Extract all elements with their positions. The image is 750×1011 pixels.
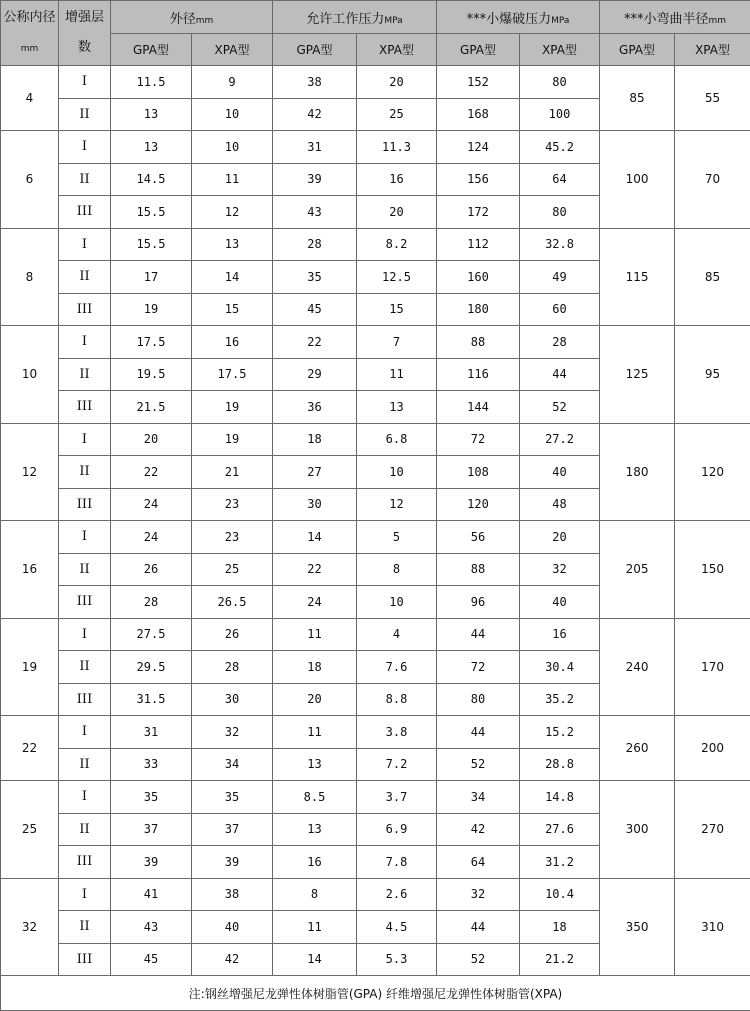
od-gpa-cell: 26 [111, 553, 192, 586]
header-burst-pressure-unit: MPa [551, 16, 569, 26]
bp-gpa-cell: 44 [437, 618, 520, 651]
wp-xpa-cell: 8.8 [357, 683, 437, 716]
bp-xpa-cell: 100 [520, 98, 600, 131]
wp-xpa-cell: 11.3 [357, 131, 437, 164]
footnote: 注:钢丝增强尼龙弹性体树脂管(GPA) 纤维增强尼龙弹性体树脂管(XPA) [1, 976, 750, 1011]
od-gpa-cell: 31 [111, 716, 192, 749]
wp-gpa-cell: 22 [273, 326, 357, 359]
bend-gpa-cell: 180 [600, 423, 675, 521]
header-od-gpa: GPA型 [111, 34, 192, 66]
table-row [1, 716, 750, 749]
wp-xpa-cell: 6.8 [357, 423, 437, 456]
layer-cell: III [59, 293, 111, 326]
od-gpa-cell: 31.5 [111, 683, 192, 716]
layer-cell: I [59, 878, 111, 911]
layer-cell: III [59, 683, 111, 716]
od-gpa-cell: 15.5 [111, 196, 192, 229]
od-gpa-cell: 24 [111, 488, 192, 521]
bend-xpa-cell: 120 [675, 423, 750, 521]
bp-xpa-cell: 80 [520, 66, 600, 99]
table-row [1, 66, 750, 99]
bend-gpa-cell: 260 [600, 716, 675, 781]
bp-gpa-cell: 56 [437, 521, 520, 554]
bp-gpa-cell: 96 [437, 586, 520, 619]
wp-xpa-cell: 7.2 [357, 748, 437, 781]
layer-cell: I [59, 423, 111, 456]
header-work-pressure [273, 1, 437, 34]
bp-xpa-cell: 28.8 [520, 748, 600, 781]
header-bend-gpa: GPA型 [600, 34, 675, 66]
header-row-main [1, 1, 750, 34]
od-xpa-cell: 23 [192, 488, 273, 521]
od-xpa-cell: 14 [192, 261, 273, 294]
bp-xpa-cell: 21.2 [520, 943, 600, 976]
wp-xpa-cell: 8.2 [357, 228, 437, 261]
bp-gpa-cell: 52 [437, 748, 520, 781]
wp-gpa-cell: 31 [273, 131, 357, 164]
table-row [1, 326, 750, 359]
bend-xpa-cell: 150 [675, 521, 750, 619]
od-xpa-cell: 10 [192, 98, 273, 131]
wp-gpa-cell: 29 [273, 358, 357, 391]
bend-xpa-cell: 55 [675, 66, 750, 131]
table-body [1, 66, 750, 976]
bend-xpa-cell: 85 [675, 228, 750, 326]
layer-cell: II [59, 98, 111, 131]
bp-xpa-cell: 48 [520, 488, 600, 521]
footnote-row [1, 976, 750, 1011]
bp-gpa-cell: 144 [437, 391, 520, 424]
bp-gpa-cell: 80 [437, 683, 520, 716]
table-row [1, 878, 750, 911]
od-xpa-cell: 19 [192, 391, 273, 424]
od-xpa-cell: 16 [192, 326, 273, 359]
header-work-pressure-label: 允许工作压力 [306, 12, 384, 27]
header-burst-pressure-label: ***小爆破压力 [467, 12, 552, 27]
bp-gpa-cell: 52 [437, 943, 520, 976]
layer-cell: III [59, 488, 111, 521]
layer-cell: I [59, 618, 111, 651]
wp-gpa-cell: 27 [273, 456, 357, 489]
bp-xpa-cell: 60 [520, 293, 600, 326]
bp-xpa-cell: 20 [520, 521, 600, 554]
layer-cell: I [59, 66, 111, 99]
od-xpa-cell: 23 [192, 521, 273, 554]
bend-gpa-cell: 115 [600, 228, 675, 326]
od-xpa-cell: 30 [192, 683, 273, 716]
bp-gpa-cell: 120 [437, 488, 520, 521]
wp-xpa-cell: 12.5 [357, 261, 437, 294]
bend-xpa-cell: 170 [675, 618, 750, 716]
header-bend-radius [600, 1, 750, 34]
od-xpa-cell: 11 [192, 163, 273, 196]
wp-gpa-cell: 20 [273, 683, 357, 716]
bp-gpa-cell: 152 [437, 66, 520, 99]
header-bend-radius-unit: mm [709, 16, 727, 26]
layer-cell: II [59, 748, 111, 781]
wp-xpa-cell: 25 [357, 98, 437, 131]
layer-cell: II [59, 813, 111, 846]
bp-xpa-cell: 18 [520, 911, 600, 944]
nominal-diameter-cell: 4 [1, 66, 59, 131]
od-xpa-cell: 40 [192, 911, 273, 944]
bp-xpa-cell: 40 [520, 456, 600, 489]
od-gpa-cell: 29.5 [111, 651, 192, 684]
wp-xpa-cell: 7 [357, 326, 437, 359]
od-xpa-cell: 9 [192, 66, 273, 99]
wp-gpa-cell: 11 [273, 716, 357, 749]
od-xpa-cell: 35 [192, 781, 273, 814]
layer-cell: I [59, 228, 111, 261]
layer-cell: II [59, 553, 111, 586]
bend-xpa-cell: 70 [675, 131, 750, 229]
bend-xpa-cell: 200 [675, 716, 750, 781]
od-gpa-cell: 41 [111, 878, 192, 911]
layer-cell: I [59, 326, 111, 359]
bp-gpa-cell: 88 [437, 326, 520, 359]
bp-xpa-cell: 52 [520, 391, 600, 424]
bp-xpa-cell: 27.2 [520, 423, 600, 456]
header-wp-gpa: GPA型 [273, 34, 357, 66]
header-nominal-id-label: 公称内径 [3, 10, 55, 25]
od-xpa-cell: 26.5 [192, 586, 273, 619]
nominal-diameter-cell: 19 [1, 618, 59, 716]
header-wp-xpa: XPA型 [357, 34, 437, 66]
od-xpa-cell: 25 [192, 553, 273, 586]
bp-xpa-cell: 16 [520, 618, 600, 651]
wp-xpa-cell: 6.9 [357, 813, 437, 846]
wp-gpa-cell: 18 [273, 423, 357, 456]
od-gpa-cell: 20 [111, 423, 192, 456]
wp-xpa-cell: 13 [357, 391, 437, 424]
bend-gpa-cell: 300 [600, 781, 675, 879]
od-gpa-cell: 35 [111, 781, 192, 814]
od-xpa-cell: 39 [192, 846, 273, 879]
header-outer-dia [111, 1, 273, 34]
bp-xpa-cell: 14.8 [520, 781, 600, 814]
layer-cell: II [59, 163, 111, 196]
layer-cell: I [59, 131, 111, 164]
header-nominal-id [1, 1, 59, 66]
od-gpa-cell: 19 [111, 293, 192, 326]
bp-xpa-cell: 30.4 [520, 651, 600, 684]
wp-gpa-cell: 16 [273, 846, 357, 879]
bp-gpa-cell: 34 [437, 781, 520, 814]
header-work-pressure-unit: MPa [384, 16, 402, 26]
bend-xpa-cell: 310 [675, 878, 750, 976]
wp-gpa-cell: 36 [273, 391, 357, 424]
od-gpa-cell: 28 [111, 586, 192, 619]
bp-xpa-cell: 32.8 [520, 228, 600, 261]
od-xpa-cell: 28 [192, 651, 273, 684]
wp-gpa-cell: 22 [273, 553, 357, 586]
wp-xpa-cell: 3.7 [357, 781, 437, 814]
wp-xpa-cell: 10 [357, 456, 437, 489]
layer-cell: II [59, 651, 111, 684]
wp-gpa-cell: 8 [273, 878, 357, 911]
layer-cell: I [59, 781, 111, 814]
header-layers-label: 增强层数 [65, 10, 104, 55]
nominal-diameter-cell: 8 [1, 228, 59, 326]
header-bp-xpa: XPA型 [520, 34, 600, 66]
od-gpa-cell: 27.5 [111, 618, 192, 651]
nominal-diameter-cell: 25 [1, 781, 59, 879]
od-xpa-cell: 15 [192, 293, 273, 326]
bp-gpa-cell: 172 [437, 196, 520, 229]
header-row-sub [1, 34, 750, 66]
bp-xpa-cell: 31.2 [520, 846, 600, 879]
bend-gpa-cell: 125 [600, 326, 675, 424]
bp-gpa-cell: 112 [437, 228, 520, 261]
header-outer-dia-label: 外径 [170, 12, 196, 27]
wp-xpa-cell: 3.8 [357, 716, 437, 749]
od-gpa-cell: 11.5 [111, 66, 192, 99]
wp-gpa-cell: 13 [273, 748, 357, 781]
layer-cell: II [59, 911, 111, 944]
bp-xpa-cell: 28 [520, 326, 600, 359]
bp-xpa-cell: 44 [520, 358, 600, 391]
od-gpa-cell: 13 [111, 131, 192, 164]
bp-xpa-cell: 45.2 [520, 131, 600, 164]
bend-gpa-cell: 205 [600, 521, 675, 619]
od-xpa-cell: 17.5 [192, 358, 273, 391]
wp-gpa-cell: 28 [273, 228, 357, 261]
wp-gpa-cell: 14 [273, 943, 357, 976]
od-xpa-cell: 21 [192, 456, 273, 489]
table-row [1, 521, 750, 554]
bp-xpa-cell: 32 [520, 553, 600, 586]
bp-gpa-cell: 156 [437, 163, 520, 196]
header-bend-xpa: XPA型 [675, 34, 750, 66]
bend-gpa-cell: 240 [600, 618, 675, 716]
wp-gpa-cell: 8.5 [273, 781, 357, 814]
wp-xpa-cell: 4 [357, 618, 437, 651]
bp-gpa-cell: 42 [437, 813, 520, 846]
od-xpa-cell: 26 [192, 618, 273, 651]
layer-cell: III [59, 196, 111, 229]
wp-xpa-cell: 7.6 [357, 651, 437, 684]
od-gpa-cell: 21.5 [111, 391, 192, 424]
header-od-xpa: XPA型 [192, 34, 273, 66]
od-xpa-cell: 19 [192, 423, 273, 456]
wp-gpa-cell: 11 [273, 618, 357, 651]
table-row [1, 781, 750, 814]
layer-cell: I [59, 521, 111, 554]
bp-gpa-cell: 160 [437, 261, 520, 294]
od-xpa-cell: 32 [192, 716, 273, 749]
od-gpa-cell: 14.5 [111, 163, 192, 196]
wp-xpa-cell: 11 [357, 358, 437, 391]
od-gpa-cell: 15.5 [111, 228, 192, 261]
wp-gpa-cell: 11 [273, 911, 357, 944]
bend-gpa-cell: 100 [600, 131, 675, 229]
wp-xpa-cell: 7.8 [357, 846, 437, 879]
wp-gpa-cell: 39 [273, 163, 357, 196]
bp-xpa-cell: 64 [520, 163, 600, 196]
nominal-diameter-cell: 22 [1, 716, 59, 781]
layer-cell: II [59, 456, 111, 489]
od-xpa-cell: 34 [192, 748, 273, 781]
bp-xpa-cell: 35.2 [520, 683, 600, 716]
wp-gpa-cell: 38 [273, 66, 357, 99]
od-xpa-cell: 13 [192, 228, 273, 261]
table-row [1, 423, 750, 456]
bp-xpa-cell: 80 [520, 196, 600, 229]
header-burst-pressure [437, 1, 600, 34]
od-gpa-cell: 37 [111, 813, 192, 846]
od-gpa-cell: 17.5 [111, 326, 192, 359]
bp-gpa-cell: 180 [437, 293, 520, 326]
bp-xpa-cell: 27.6 [520, 813, 600, 846]
wp-gpa-cell: 14 [273, 521, 357, 554]
table-row [1, 618, 750, 651]
wp-gpa-cell: 18 [273, 651, 357, 684]
layer-cell: III [59, 846, 111, 879]
header-outer-dia-unit: mm [196, 16, 214, 26]
wp-xpa-cell: 15 [357, 293, 437, 326]
bp-gpa-cell: 64 [437, 846, 520, 879]
od-gpa-cell: 19.5 [111, 358, 192, 391]
bp-gpa-cell: 72 [437, 651, 520, 684]
layer-cell: III [59, 586, 111, 619]
od-xpa-cell: 42 [192, 943, 273, 976]
wp-gpa-cell: 43 [273, 196, 357, 229]
od-xpa-cell: 37 [192, 813, 273, 846]
bend-gpa-cell: 85 [600, 66, 675, 131]
od-gpa-cell: 17 [111, 261, 192, 294]
nominal-diameter-cell: 16 [1, 521, 59, 619]
bp-gpa-cell: 44 [437, 716, 520, 749]
table-footer [1, 976, 750, 1011]
bp-gpa-cell: 32 [437, 878, 520, 911]
layer-cell: II [59, 261, 111, 294]
layer-cell: III [59, 391, 111, 424]
wp-gpa-cell: 45 [273, 293, 357, 326]
table-row [1, 131, 750, 164]
od-gpa-cell: 24 [111, 521, 192, 554]
wp-gpa-cell: 35 [273, 261, 357, 294]
od-gpa-cell: 45 [111, 943, 192, 976]
header-nominal-id-unit: mm [21, 44, 39, 54]
wp-gpa-cell: 24 [273, 586, 357, 619]
wp-xpa-cell: 20 [357, 66, 437, 99]
wp-gpa-cell: 42 [273, 98, 357, 131]
layer-cell: I [59, 716, 111, 749]
wp-xpa-cell: 4.5 [357, 911, 437, 944]
nominal-diameter-cell: 10 [1, 326, 59, 424]
bp-gpa-cell: 116 [437, 358, 520, 391]
od-xpa-cell: 38 [192, 878, 273, 911]
wp-xpa-cell: 16 [357, 163, 437, 196]
od-gpa-cell: 33 [111, 748, 192, 781]
nominal-diameter-cell: 32 [1, 878, 59, 976]
wp-gpa-cell: 30 [273, 488, 357, 521]
nominal-diameter-cell: 12 [1, 423, 59, 521]
header-bp-gpa: GPA型 [437, 34, 520, 66]
wp-xpa-cell: 12 [357, 488, 437, 521]
bp-gpa-cell: 124 [437, 131, 520, 164]
bend-gpa-cell: 350 [600, 878, 675, 976]
wp-xpa-cell: 20 [357, 196, 437, 229]
wp-xpa-cell: 5.3 [357, 943, 437, 976]
bp-xpa-cell: 15.2 [520, 716, 600, 749]
nominal-diameter-cell: 6 [1, 131, 59, 229]
bp-xpa-cell: 49 [520, 261, 600, 294]
od-gpa-cell: 43 [111, 911, 192, 944]
bp-xpa-cell: 40 [520, 586, 600, 619]
bend-xpa-cell: 270 [675, 781, 750, 879]
od-gpa-cell: 13 [111, 98, 192, 131]
layer-cell: II [59, 358, 111, 391]
bp-gpa-cell: 72 [437, 423, 520, 456]
table-header [1, 1, 750, 66]
bp-gpa-cell: 168 [437, 98, 520, 131]
od-xpa-cell: 12 [192, 196, 273, 229]
od-gpa-cell: 22 [111, 456, 192, 489]
layer-cell: III [59, 943, 111, 976]
od-gpa-cell: 39 [111, 846, 192, 879]
wp-xpa-cell: 10 [357, 586, 437, 619]
wp-gpa-cell: 13 [273, 813, 357, 846]
od-xpa-cell: 10 [192, 131, 273, 164]
wp-xpa-cell: 5 [357, 521, 437, 554]
header-layers [59, 1, 111, 66]
bp-gpa-cell: 108 [437, 456, 520, 489]
table-row [1, 228, 750, 261]
bp-gpa-cell: 88 [437, 553, 520, 586]
wp-xpa-cell: 2.6 [357, 878, 437, 911]
bend-xpa-cell: 95 [675, 326, 750, 424]
bp-gpa-cell: 44 [437, 911, 520, 944]
bp-xpa-cell: 10.4 [520, 878, 600, 911]
header-bend-radius-label: ***小弯曲半径 [624, 12, 709, 27]
wp-xpa-cell: 8 [357, 553, 437, 586]
